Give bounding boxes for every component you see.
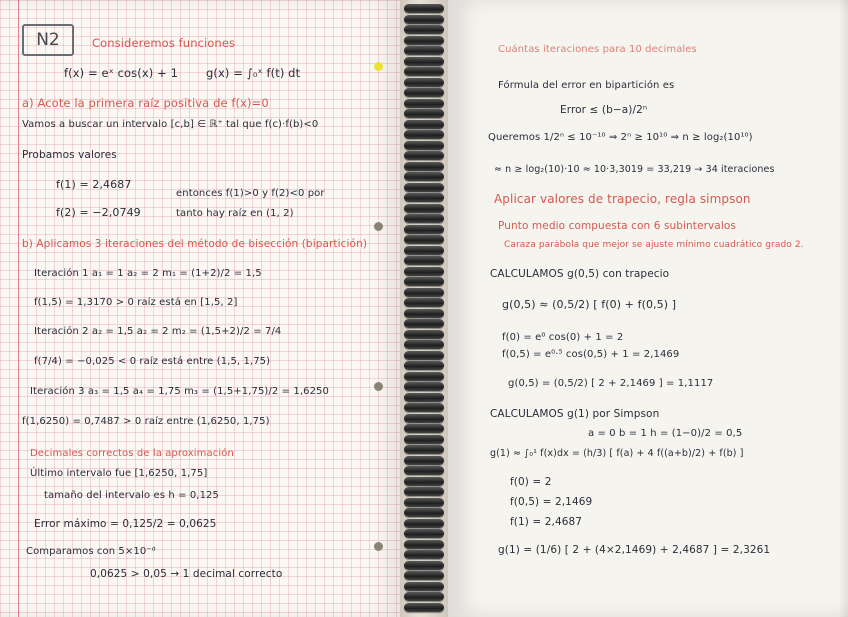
- spiral-ring: [404, 540, 444, 549]
- spiral-ring: [404, 235, 444, 244]
- spiral-ring: [404, 162, 444, 171]
- iteration-2: Iteración 2 a₂ = 1,5 a₂ = 2 m₂ = (1,5+2)/2 = 7/4: [34, 326, 282, 337]
- spiral-ring: [404, 141, 444, 150]
- spiral-ring: [404, 372, 444, 381]
- last-interval: Último intervalo fue [1,6250, 1,75]: [30, 468, 208, 479]
- simpson-formula: g(1) ≈ ∫₀¹ f(x)dx = (h/3) [ f(a) + 4 f((a+b)/2) + f(b) ]: [490, 448, 744, 459]
- f2-value: f(2) = −2,0749: [56, 206, 141, 219]
- spiral-ring: [404, 4, 444, 13]
- queremos-inequality: Queremos 1/2ⁿ ≤ 10⁻¹⁰ ⇒ 2ⁿ ≥ 10¹⁰ ⇒ n ≥ log₂(10¹⁰): [488, 132, 753, 143]
- spiral-ring: [404, 88, 444, 97]
- spiral-ring: [404, 25, 444, 34]
- conclusion-line-1: entonces f(1)>0 y f(2)<0 por: [176, 188, 325, 199]
- spiral-ring: [404, 78, 444, 87]
- iteration-1-result: f(1,5) = 1,3170 > 0 raíz está en [1,5, 2]: [34, 297, 238, 308]
- spiral-ring: [404, 361, 444, 370]
- punch-hole: [374, 222, 383, 231]
- spiral-ring: [404, 550, 444, 559]
- spiral-ring: [404, 351, 444, 360]
- spiral-ring: [404, 414, 444, 423]
- apply-values-heading: Aplicar valores de trapecio, regla simpson: [494, 192, 751, 206]
- spiral-ring: [404, 487, 444, 496]
- spiral-ring: [404, 57, 444, 66]
- spiral-ring: [404, 330, 444, 339]
- g-definition: g(x) = ∫₀ˣ f(t) dt: [206, 66, 301, 80]
- spiral-ring: [404, 477, 444, 486]
- spiral-ring: [404, 466, 444, 475]
- spiral-ring: [404, 298, 444, 307]
- spiral-ring: [404, 319, 444, 328]
- f05-eval: f(0,5) = e⁰·⁵ cos(0,5) + 1 = 2,1469: [502, 349, 680, 360]
- part-a-heading: a) Acote la primera raíz positiva de f(x)=0: [22, 96, 269, 110]
- spiral-ring: [404, 183, 444, 192]
- interval-size: tamaño del intervalo es h = 0,125: [44, 490, 219, 501]
- spiral-ring: [404, 120, 444, 129]
- spiral-ring: [404, 403, 444, 412]
- punch-hole: [374, 62, 383, 71]
- spiral-ring: [404, 214, 444, 223]
- spiral-ring: [404, 582, 444, 591]
- spiral-ring: [404, 309, 444, 318]
- conclusion-line-2: tanto hay raíz en (1, 2): [176, 208, 294, 219]
- spiral-ring: [404, 225, 444, 234]
- spiral-ring: [404, 529, 444, 538]
- spiral-ring: [404, 382, 444, 391]
- decimales-heading: Decimales correctos de la aproximación: [30, 448, 234, 459]
- punto-medio-text: Punto medio compuesta con 6 subintervalos: [498, 220, 736, 232]
- spiral-ring: [404, 519, 444, 528]
- spiral-ring: [404, 592, 444, 601]
- final-conclusion: 0,0625 > 0,05 → 1 decimal correcto: [90, 568, 283, 580]
- spiral-ring: [404, 393, 444, 402]
- spiral-ring: [404, 288, 444, 297]
- iteration-3: Iteración 3 a₃ = 1,5 a₄ = 1,75 m₃ = (1,5+1,75)/2 = 1,6250: [30, 386, 329, 397]
- spiral-ring: [404, 256, 444, 265]
- error-formula-title: Fórmula del error en bipartición es: [498, 80, 675, 91]
- spiral-ring: [404, 571, 444, 580]
- spiral-ring: [404, 435, 444, 444]
- spiral-ring: [404, 277, 444, 286]
- spiral-ring: [404, 151, 444, 160]
- spiral-ring: [404, 340, 444, 349]
- max-error: Error máximo = 0,125/2 = 0,0625: [34, 518, 217, 530]
- spiral-ring: [404, 603, 444, 612]
- spiral-ring: [404, 67, 444, 76]
- g1-result: g(1) = (1/6) [ 2 + (4×2,1469) + 2,4687 ] = 2,3261: [498, 544, 771, 556]
- spiral-ring: [404, 193, 444, 202]
- spiral-ring: [404, 456, 444, 465]
- part-b-heading: b) Aplicamos 3 iteraciones del método de bisección (bipartición): [22, 238, 368, 250]
- f0-eval: f(0) = e⁰ cos(0) + 1 = 2: [502, 332, 624, 343]
- interval-intro: Vamos a buscar un intervalo [c,b] ∈ ℝ⁺ tal que f(c)·f(b)<0: [22, 119, 319, 130]
- faded-top-heading: Cuántas iteraciones para 10 decimales: [498, 44, 697, 55]
- spiral-ring: [404, 445, 444, 454]
- simpson-f0: f(0) = 2: [510, 476, 552, 488]
- trapezoid-heading: CALCULAMOS g(0,5) con trapecio: [490, 268, 670, 280]
- simpson-params: a = 0 b = 1 h = (1−0)/2 = 0,5: [588, 428, 743, 439]
- f1-value: f(1) = 2,4687: [56, 178, 132, 191]
- punch-hole: [374, 382, 383, 391]
- iteration-1: Iteración 1 a₁ = 1 a₂ = 2 m₁ = (1+2)/2 = 1,5: [34, 268, 262, 279]
- f-definition: f(x) = eˣ cos(x) + 1: [64, 66, 179, 80]
- punch-hole: [374, 542, 383, 551]
- g05-result: g(0,5) = (0,5/2) [ 2 + 2,1469 ] = 1,1117: [508, 378, 714, 389]
- probamos-text: Probamos valores: [22, 149, 117, 161]
- simpson-f1: f(1) = 2,4687: [510, 516, 583, 528]
- spiral-ring: [404, 508, 444, 517]
- heading: Consideremos funciones: [92, 36, 236, 50]
- spiral-ring: [404, 424, 444, 433]
- spiral-ring: [404, 130, 444, 139]
- spiral-ring: [404, 267, 444, 276]
- spiral-ring: [404, 109, 444, 118]
- simpson-f05: f(0,5) = 2,1469: [510, 496, 593, 508]
- spiral-ring: [404, 36, 444, 45]
- page-title-box: N2: [22, 24, 74, 56]
- iterations-result: ≈ n ≥ log₂(10)·10 ≈ 10·3,3019 = 33,219 → 34 iteraciones: [494, 164, 775, 175]
- parabola-text: Caraza parábola que mejor se ajuste mínimo cuadrático grado 2.: [504, 240, 804, 250]
- spiral-ring: [404, 246, 444, 255]
- right-notebook-page: [448, 0, 848, 617]
- trapezoid-formula: g(0,5) ≈ (0,5/2) [ f(0) + f(0,5) ]: [502, 298, 677, 311]
- iteration-2-result: f(7/4) = −0,025 < 0 raíz está entre (1,5, 1,75): [34, 356, 271, 367]
- spiral-ring: [404, 99, 444, 108]
- spiral-ring: [404, 46, 444, 55]
- spiral-ring: [404, 204, 444, 213]
- spiral-binding: [400, 0, 448, 617]
- left-notebook-page: [0, 0, 400, 617]
- compare-text: Comparamos con 5×10⁻ᵈ: [26, 546, 156, 557]
- spiral-ring: [404, 498, 444, 507]
- iteration-3-result: f(1,6250) = 0,7487 > 0 raíz entre (1,6250, 1,75): [22, 416, 270, 427]
- simpson-heading: CALCULAMOS g(1) por Simpson: [490, 408, 660, 420]
- spiral-ring: [404, 15, 444, 24]
- spiral-ring: [404, 561, 444, 570]
- error-formula: Error ≤ (b−a)/2ⁿ: [560, 104, 648, 116]
- spiral-ring: [404, 172, 444, 181]
